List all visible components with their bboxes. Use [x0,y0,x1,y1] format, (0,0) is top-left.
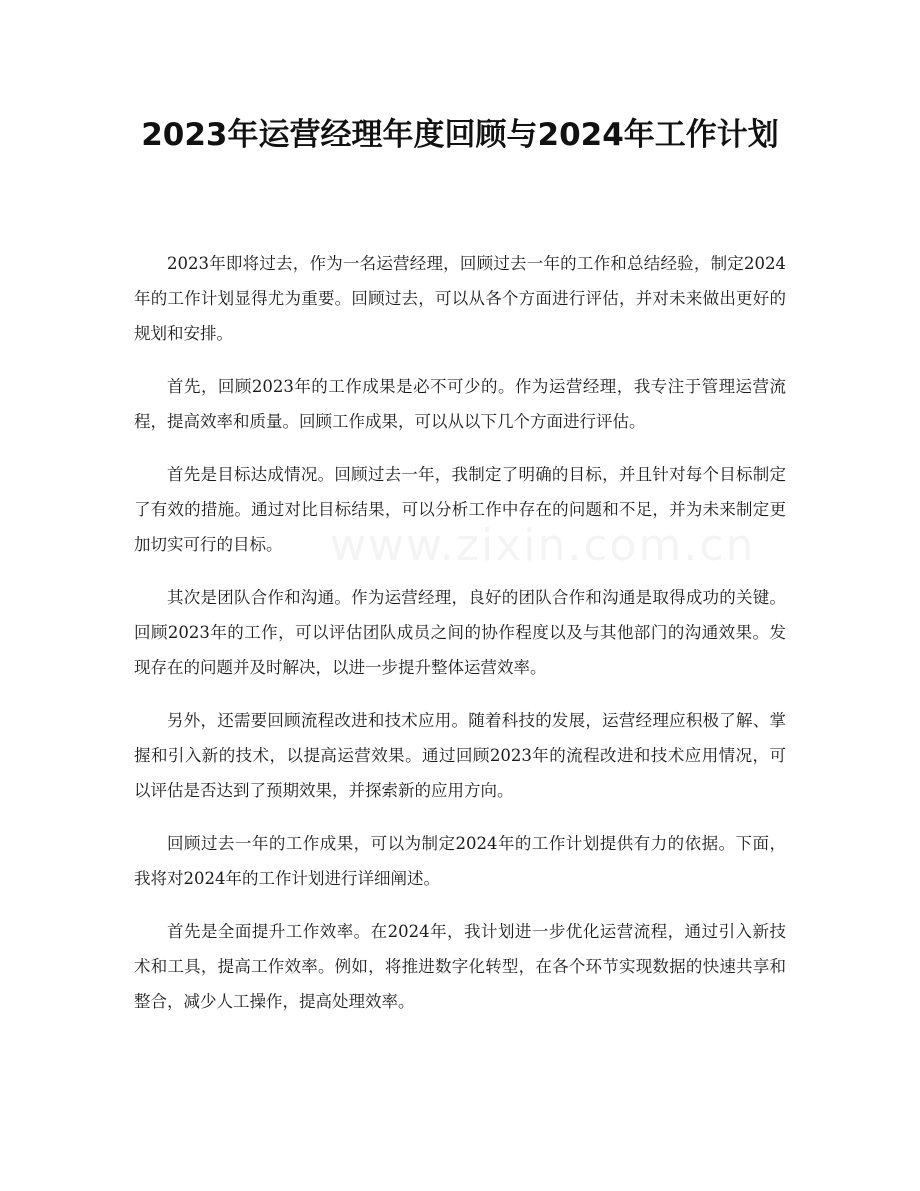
paragraph: 首先，回顾2023年的工作成果是必不可少的。作为运营经理，我专注于管理运营流程，提高效率和质量。回顾工作成果，可以从以下几个方面进行评估。 [134,377,786,431]
paragraph: 首先是全面提升工作效率。在2024年，我计划进一步优化运营流程，通过引入新技术和工具，提高工作效率。例如，将推进数字化转型，在各个环节实现数据的快速共享和整合，减少人工操作，提高处理效率。 [134,922,786,1011]
paragraph: 2023年即将过去，作为一名运营经理，回顾过去一年的工作和总结经验，制定2024年的工作计划显得尤为重要。回顾过去，可以从各个方面进行评估，并对未来做出更好的规划和安排。 [134,254,786,343]
paragraph: 另外，还需要回顾流程改进和技术应用。随着科技的发展，运营经理应积极了解、掌握和引入新的技术，以提高运营效果。通过回顾2023年的流程改进和技术应用情况，可以评估是否达到了预期效果，并探索新的应用方向。 [134,711,786,800]
watermark: www.zixin.com.cn [330,520,756,571]
paragraph: 回顾过去一年的工作成果，可以为制定2024年的工作计划提供有力的依据。下面，我将对2024年的工作计划进行详细阐述。 [134,834,786,888]
document-body [134,246,786,1037]
paragraph: 其次是团队合作和沟通。作为运营经理，良好的团队合作和沟通是取得成功的关键。回顾2023年的工作，可以评估团队成员之间的协作程度以及与其他部门的沟通效果。发现存在的问题并及时解决，以进一步提升整体运营效率。 [134,588,786,677]
paragraph: 首先是目标达成情况。回顾过去一年，我制定了明确的目标，并且针对每个目标制定了有效的措施。通过对比目标结果，可以分析工作中存在的问题和不足，并为未来制定更加切实可行的目标。 [134,465,786,554]
document-title: 2023年运营经理年度回顾与2024年工作计划 [141,117,779,153]
